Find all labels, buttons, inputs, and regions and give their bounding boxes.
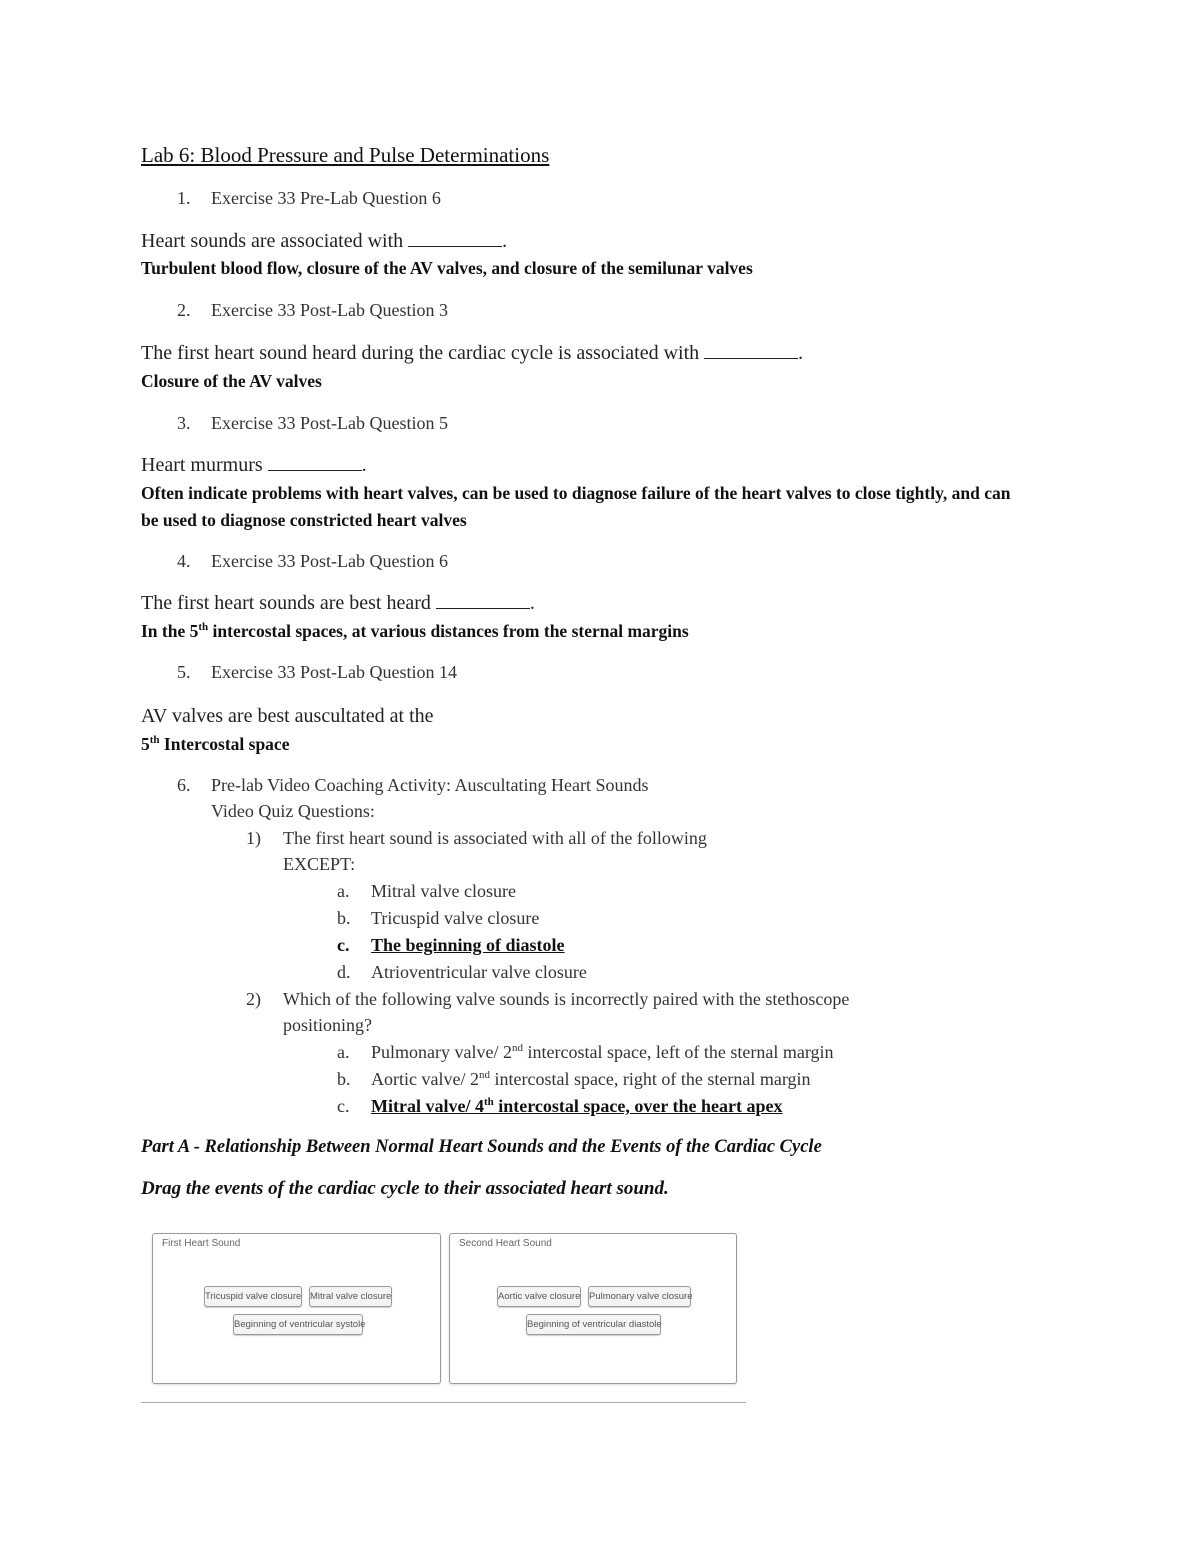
question-1-answer: Turbulent blood flow, closure of the AV valves, and closure of the semilunar valves — [141, 258, 753, 278]
option-text: Atrioventricular valve closure — [371, 962, 587, 982]
question-2-answer: Closure of the AV valves — [141, 371, 322, 391]
drag-chip-ventricular-systole[interactable]: Beginning of ventricular systole — [233, 1314, 363, 1335]
ordinal-suffix: nd — [478, 1069, 490, 1081]
option-letter: b. — [337, 908, 351, 928]
answer-text: Intercostal space — [159, 734, 290, 754]
prompt-text: The first heart sound heard during the cardiac cycle is associated with — [141, 342, 705, 364]
option-text — [371, 1069, 811, 1090]
answer-text: intercostal spaces, at various distances from the sternal margins — [208, 621, 689, 641]
option-letter-correct: c. — [337, 935, 350, 955]
answer-blank — [268, 456, 362, 471]
question-heading-text: Pre-lab Video Coaching Activity: Auscultating Heart Sounds — [211, 775, 649, 795]
question-4-answer — [141, 618, 1041, 645]
drag-chip-ventricular-diastole[interactable]: Beginning of ventricular diastole — [526, 1314, 661, 1335]
part-a-heading: Part A - Relationship Between Normal Heart Sounds and the Events of the Cardiac Cycle — [141, 1137, 822, 1157]
option-text: Tricuspid valve closure — [371, 908, 540, 928]
answer-blank — [704, 344, 798, 359]
question-heading-text: Exercise 33 Post-Lab Question 6 — [211, 551, 448, 571]
question-3-prompt — [141, 454, 367, 477]
prompt-period: . — [798, 342, 804, 364]
question-number: 2. — [177, 300, 191, 320]
question-6-heading — [177, 775, 649, 796]
option-text-part: intercostal space, left of the sternal margin — [522, 1042, 834, 1062]
dropzone-title: Second Heart Sound — [459, 1238, 552, 1249]
prompt-text: Heart sounds are associated with — [141, 230, 409, 252]
question-1-prompt — [141, 230, 507, 253]
ordinal-suffix: nd — [511, 1042, 523, 1054]
subquestion-2-line2: positioning? — [283, 1015, 372, 1035]
question-heading-text: Exercise 33 Post-Lab Question 14 — [211, 662, 457, 682]
question-number: 3. — [177, 413, 191, 433]
question-5-answer — [141, 731, 1041, 758]
prompt-text: The first heart sounds are best heard — [141, 592, 436, 614]
question-heading-text: Exercise 33 Post-Lab Question 5 — [211, 413, 448, 433]
option-text-part: Aortic valve/ 2 — [371, 1069, 479, 1089]
subquestion-1-line2: EXCEPT: — [283, 854, 356, 874]
part-a-instruction: Drag the events of the cardiac cycle to their associated heart sound. — [141, 1178, 669, 1199]
option-letter: a. — [337, 1042, 350, 1062]
question-number: 5. — [177, 662, 191, 682]
drag-chip-mitral[interactable]: Mitral valve closure — [309, 1286, 392, 1307]
option-text-part: Mitral valve/ 4 — [371, 1096, 484, 1116]
subquestion-2-line1: Which of the following valve sounds is incorrectly paired with the stethoscope — [283, 989, 850, 1009]
question-4-heading — [177, 551, 448, 572]
subquestion-2-number: 2) — [246, 989, 261, 1009]
option-text — [371, 1042, 834, 1063]
question-heading-text: Exercise 33 Post-Lab Question 3 — [211, 300, 448, 320]
drag-chip-tricuspid[interactable]: Tricuspid valve closure — [204, 1286, 302, 1307]
ordinal-suffix: th — [483, 1096, 494, 1108]
question-4-prompt — [141, 592, 535, 615]
question-heading-text: Exercise 33 Pre-Lab Question 6 — [211, 188, 441, 208]
option-text-part: intercostal space, right of the sternal margin — [489, 1069, 811, 1089]
drag-chip-pulmonary[interactable]: Pulmonary valve closure — [588, 1286, 691, 1307]
subquestion-1-number: 1) — [246, 828, 261, 848]
question-2-prompt — [141, 342, 803, 365]
video-quiz-subheading: Video Quiz Questions: — [211, 801, 375, 821]
question-number: 4. — [177, 551, 191, 571]
prompt-text: Heart murmurs — [141, 454, 268, 476]
answer-text: In the 5 — [141, 621, 199, 641]
divider — [141, 1402, 746, 1403]
ordinal-suffix: th — [149, 734, 160, 747]
ordinal-suffix: th — [198, 621, 209, 634]
prompt-period: . — [529, 592, 535, 614]
option-letter: c. — [337, 1096, 350, 1116]
option-letter: a. — [337, 881, 350, 901]
question-number: 6. — [177, 775, 191, 795]
option-text-correct: The beginning of diastole — [371, 935, 565, 955]
question-3-answer: Often indicate problems with heart valves, can be used to diagnose failure of the heart valves to close tightly, and can be used to diagnose constricted heart valves — [141, 483, 1011, 530]
second-heart-sound-dropzone[interactable] — [449, 1233, 737, 1384]
drag-chip-aortic[interactable]: Aortic valve closure — [497, 1286, 581, 1307]
question-3-heading — [177, 413, 448, 434]
option-text-part: Pulmonary valve/ 2 — [371, 1042, 512, 1062]
option-text: Mitral valve closure — [371, 881, 516, 901]
answer-text: 5 — [141, 734, 150, 754]
answer-blank — [436, 594, 530, 609]
option-letter: d. — [337, 962, 351, 982]
question-5-prompt: AV valves are best auscultated at the — [141, 705, 434, 727]
option-text-part: intercostal space, over the heart apex — [493, 1096, 783, 1116]
question-1-heading — [177, 188, 441, 209]
answer-blank — [408, 232, 502, 247]
question-number: 1. — [177, 188, 191, 208]
prompt-period: . — [502, 230, 508, 252]
first-heart-sound-dropzone[interactable] — [152, 1233, 441, 1384]
prompt-period: . — [361, 454, 367, 476]
option-letter: b. — [337, 1069, 351, 1089]
question-5-heading — [177, 662, 457, 683]
option-text-correct — [371, 1096, 783, 1117]
subquestion-1-line1: The first heart sound is associated with all of the following — [283, 828, 707, 848]
question-2-heading — [177, 300, 448, 321]
page-title: Lab 6: Blood Pressure and Pulse Determinations — [141, 143, 550, 167]
dropzone-title: First Heart Sound — [162, 1238, 241, 1249]
